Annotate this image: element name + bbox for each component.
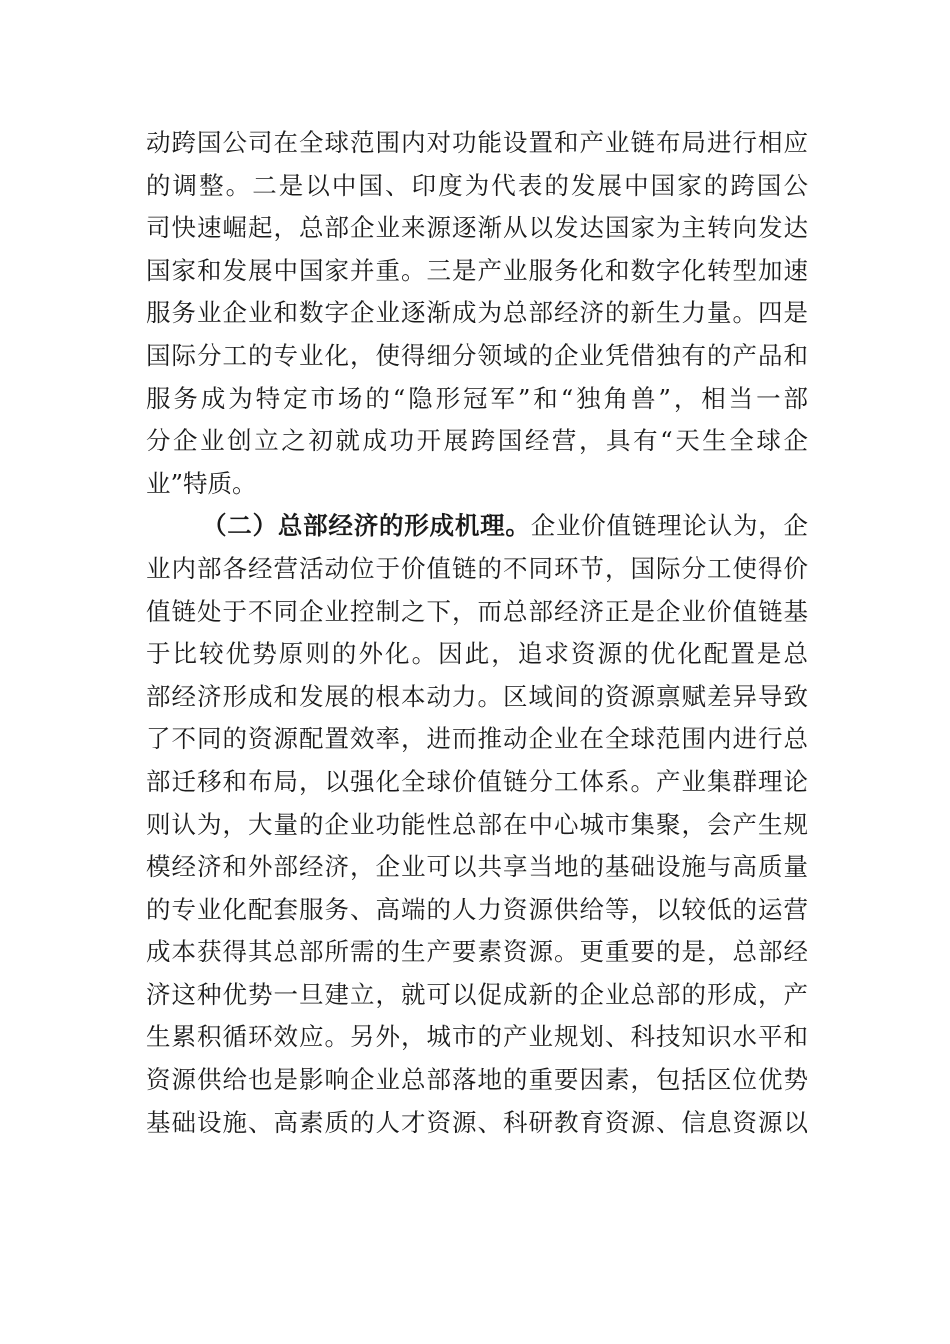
text-line: 司快速崛起，总部企业来源逐渐从以发达国家为主转向发达 <box>146 213 808 243</box>
text-run: 企业价值链理论认为，企 <box>530 511 808 541</box>
paragraph-2-first-line <box>146 505 808 548</box>
document-body <box>146 122 808 1144</box>
text-line: 模经济和外部经济，企业可以共享当地的基础设施与高质量 <box>146 852 808 882</box>
text-line: 国际分工的专业化，使得细分领域的企业凭借独有的产品和 <box>146 340 808 370</box>
text-line: 的调整。二是以中国、印度为代表的发展中国家的跨国公 <box>146 170 808 200</box>
text-line: 分企业创立之初就成功开展跨国经营，具有“天生全球企 <box>146 426 808 456</box>
text-line: 服务成为特定市场的“隐形冠军”和“独角兽”，相当一部 <box>146 383 808 413</box>
text-line: 生累积循环效应。另外，城市的产业规划、科技知识水平和 <box>146 1022 808 1052</box>
paragraph-1 <box>146 122 808 505</box>
text-line: 的专业化配套服务、高端的人力资源供给等，以较低的运营 <box>146 894 808 924</box>
text-line: 业”特质。 <box>146 468 257 498</box>
text-line: 则认为，大量的企业功能性总部在中心城市集聚，会产生规 <box>146 809 808 839</box>
text-line: 济这种优势一旦建立，就可以促成新的企业总部的形成，产 <box>146 979 808 1009</box>
text-line: 部迁移和布局，以强化全球价值链分工体系。产业集群理论 <box>146 766 808 796</box>
text-line: 国家和发展中国家并重。三是产业服务化和数字化转型加速 <box>146 255 808 285</box>
text-line: 部经济形成和发展的根本动力。区域间的资源禀赋差异导致 <box>146 681 808 711</box>
text-line: 成本获得其总部所需的生产要素资源。更重要的是，总部经 <box>146 937 808 967</box>
text-line: 动跨国公司在全球范围内对功能设置和产业链布局进行相应 <box>146 128 808 157</box>
text-line: 服务业企业和数字企业逐渐成为总部经济的新生力量。四是 <box>146 298 808 328</box>
text-line: 资源供给也是影响企业总部落地的重要因素，包括区位优势 <box>146 1065 808 1095</box>
text-line: 基础设施、高素质的人才资源、科研教育资源、信息资源以 <box>146 1107 808 1137</box>
text-line: 业内部各经营活动位于价值链的不同环节，国际分工使得价 <box>146 553 808 583</box>
text-line: 值链处于不同企业控制之下，而总部经济正是企业价值链基 <box>146 596 808 626</box>
text-line: 了不同的资源配置效率，进而推动企业在全球范围内进行总 <box>146 724 808 754</box>
text-line: 于比较优势原则的外化。因此，追求资源的优化配置是总 <box>146 639 808 669</box>
section-heading: （二）总部经济的形成机理。 <box>202 511 531 541</box>
paragraph-2 <box>146 505 808 1144</box>
